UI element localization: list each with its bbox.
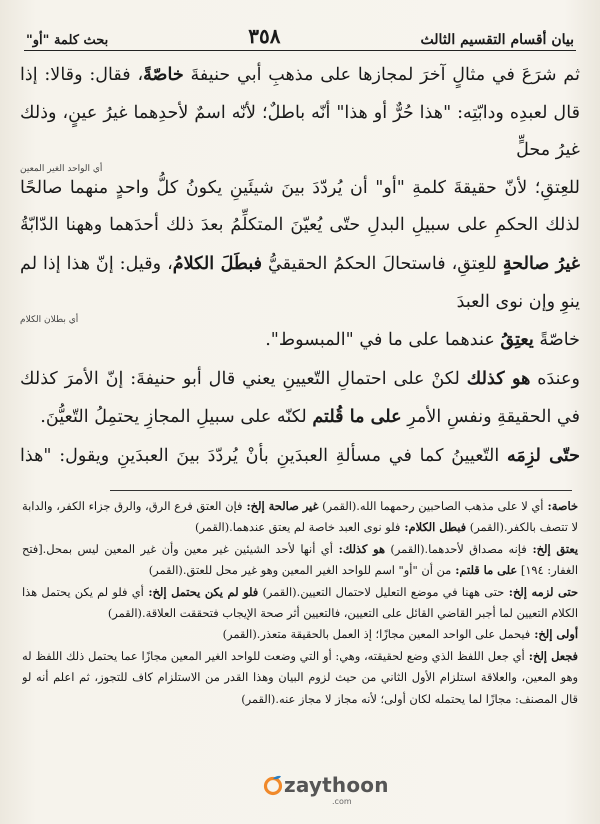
bold-term: على ما قُلتم <box>312 406 402 428</box>
text-run: فإن العتق فرع الرق، والرق جزاء الكفر، والدابة لا تتصف بالكفر.(القمر) <box>22 499 578 535</box>
bold-term: غير صالحة إلخ: <box>242 499 319 513</box>
text-run: أي جعل اللفظ الذي وضع لحقيقته، وهي: أو التي وضعت للواحد الغير المعين مجازًا عما يحتمل ذلك اللفظ له وهو المعين، والعلاقة استلزام الأول الثاني من حيث لزوم البيان وهذا القدر من الاستلزام كاف للتجوز، ثم اعلم أنه لو قال المصنف: مجازًا لما يحتمله لكان أولى؛ لأنه مجاز لا مجاز عنه.(القمر) <box>22 648 578 706</box>
text-run: وعندَه <box>530 368 580 389</box>
footnote <box>22 646 578 710</box>
bold-term: خاصّةً <box>143 64 184 85</box>
bold-term: فجعل إلخ: <box>524 648 578 663</box>
text-run: فيحمل على الواحد المعين مجازًا؛ إذ العمل بالحقيقة متعذر.(القمر) <box>222 627 531 642</box>
text-run: لكنْ على احتمالِ التّعيينِ يعني قال أبو حنيفةَ: إنّ الأمرَ كذلك في الحقيقةِ ونفسِ الأمرِ <box>20 368 580 428</box>
text-run: لكنّه على سبيلِ المجازِ يحتمِلُ التّعيُّنَ. <box>40 407 313 428</box>
main-paragraph <box>20 360 580 437</box>
main-paragraph <box>20 170 580 321</box>
text-run: التّعيينُ كما في مسألةِ العبدَينِ بأنْ يُردّدَ بينَ العبدَينِ ويقول: "هذا <box>20 445 500 466</box>
bold-term: يعتق إلخ: <box>526 541 578 556</box>
text-run: فإنه مصداق لأحدهما.(القمر) <box>384 541 527 556</box>
header-divider <box>24 50 576 51</box>
topic-title: بحث كلمة "أو" <box>26 33 109 48</box>
brand-domain: .com <box>332 797 352 806</box>
text-run: أي لا على مذهب الصاحبين رحمهما الله.(القمر) <box>318 499 544 513</box>
bold-term: هو كذلك <box>466 367 531 389</box>
bold-term: على ما قلتم: <box>451 563 518 578</box>
zaythoon-logo-icon <box>262 774 284 796</box>
main-paragraph <box>20 56 580 170</box>
text-run: فلو نوى العبد خاصة لم يعتق عندهما.(القمر) <box>195 520 401 535</box>
text-run: خاصّةً <box>533 330 580 351</box>
footnote <box>22 624 578 645</box>
section-title: بيان أقسام التقسيم الثالث <box>420 32 574 48</box>
bold-term: يعتِقُ <box>500 329 534 351</box>
bold-term: خاصة: <box>543 499 578 513</box>
text-run: للعِتقِ؛ لأنّ حقيقةَ كلمةِ "أو" أن يُردّدَ بينَ شيئَينِ يكونُ كلُّ واحدٍ منهما صالحًا لذلك الحكمِ على سبيلِ البدلِ حتّى يُعيّنَ المتكلِّمُ بعدَ ذلك أحدَهما وههنا الدّابّةُ <box>20 177 580 236</box>
footnote <box>22 496 578 539</box>
text-run: من أن "أو" اسم للواحد الغير المعين وهو غير محل للعتق.(القمر) <box>148 563 452 578</box>
footnotes <box>22 496 578 762</box>
main-paragraph <box>20 437 580 480</box>
bold-term: حتّى لزِمَه <box>506 444 580 466</box>
footnote-separator <box>110 490 572 491</box>
main-paragraph <box>20 321 580 360</box>
bold-term: فبطَلَ الكلامُ <box>172 252 263 274</box>
text-run: ، وقيل: إنّ هذا إذا لم ينوِ وإن نوى العبدَ <box>20 253 580 312</box>
footnote <box>22 539 578 582</box>
text-run: حتى ههنا في موضع التعليل لاحتمال التعيين.(القمر) <box>258 584 505 599</box>
text-run: عندهما على ما في "المبسوط". <box>265 330 501 351</box>
footnote <box>22 582 578 625</box>
bold-term: أولى إلخ: <box>530 627 578 642</box>
text-run: ثم شرَعَ في مثالٍ آخرَ لمجازها على مذهبِ أبي حنيفةَ <box>183 65 580 85</box>
bold-term: هو كذلك: <box>332 541 385 556</box>
brand-name: zaythoon <box>284 773 389 797</box>
page-header <box>26 18 574 48</box>
bold-term: فبطل الكلام: <box>400 520 467 535</box>
text-run: ، فقال: وقالا: إذا قال لعبدِه ودابّتِه: "هذا حُرٌّ أو هذا" أنّه باطلٌ؛ لأنّه اسمٌ لأحدِهما غيرُ عينٍ، وذلك غيرُ محلٍّ <box>20 65 580 161</box>
main-text: ثم شرَعَ في مثالٍ آخرَ لمجازها على مذهبِ أبي حنيفةَ خاصّةً، فقال: وقالا: إذا قال لعبدِه ودابّتِه: "هذا حُرٌّ أو هذا" أنّه باطلٌ؛ لأنّه اسمٌ لأحدِهما غيرُ عينٍ، وذلك غيرُ محلٍّ أي الواحد الغير المعين للعِتقِ؛ لأنّ حقيقةَ كلمةِ "أو" أن يُردّدَ بينَ شيئَينِ يكونُ كلُّ واحدٍ منهما صالحًا لذلك الحكمِ على سبيلِ البدلِ حتّى يُعيّنَ المتكلِّمُ بعدَ ذلك أحدَهما وههنا الدّابّةُ غيرُ صالحةٍ للعِتقِ، فاستحالَ الحكمُ الحقيقيُّ فبطَلَ الكلامُ، وقيل: إنّ هذا إذا لم ينوِ وإن نوى العبدَ أي بطلان الكلام خاصّةً يعتِقُ عندهما على ما في "المبسوط". وعندَه هو كذلك لكنْ على احتمالِ التّعيينِ يعني قال أبو حنيفةَ: إنّ الأمرَ كذلك في الحقيقةِ ونفسِ الأمرِ على ما قُلتم لكنّه على سبيلِ المجازِ يحتمِلُ التّعيُّنَ. حتّى لزِمَه التّعيينُ كما في مسألةِ العبدَينِ بأنْ يُردّدَ بينَ العبدَينِ ويقول: "هذا <box>20 56 580 480</box>
bold-term: حتى لزمه إلخ: <box>504 584 578 599</box>
text-run: أي فلو لم يكن يحتمل هذا الكلام التعيين لما أجبر القاضي القائل على التعيين، فالتعيين أثر صحة الإيجاب فتحققت العلاقة.(القمر) <box>22 584 578 621</box>
page-number: ٣٥٨ <box>248 24 281 48</box>
bold-term: فلو لم يكن يحتمل إلخ: <box>143 584 259 599</box>
bold-term: غيرُ صالحةٍ <box>502 252 580 274</box>
text-run: للعِتقِ، فاستحالَ الحكمُ الحقيقيُّ <box>262 253 503 274</box>
zaythoon-watermark <box>262 768 389 812</box>
text-run: أي أنها لأحد الشيئين غير معين وأن غير المعين ليس بمحل.[فتح الغفار: ١٩٤] <box>22 541 578 578</box>
